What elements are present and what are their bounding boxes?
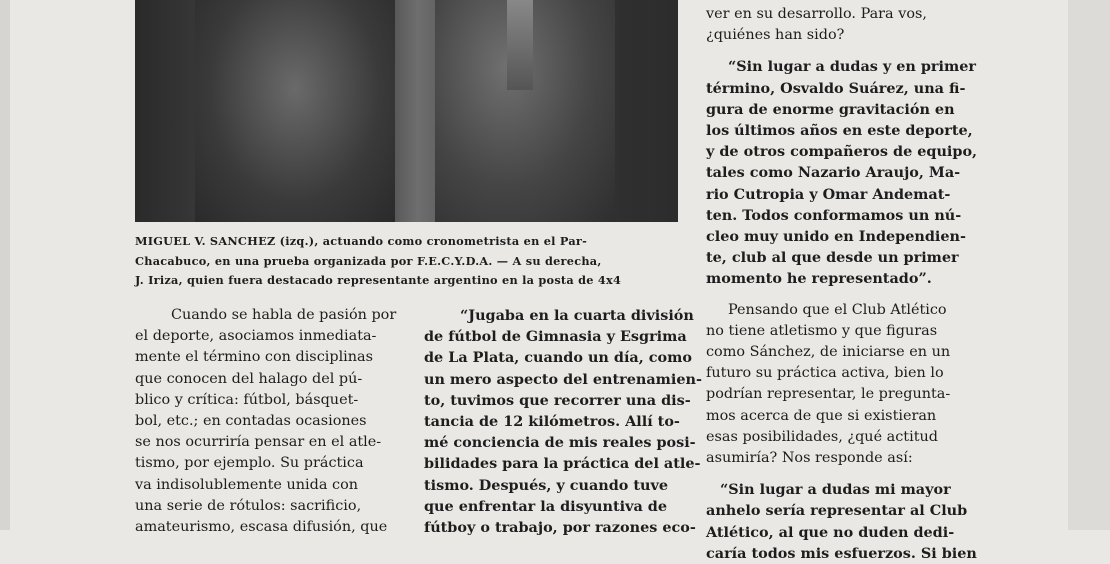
column-line: blico y crítica: fútbol, básquet- [135,391,359,408]
column-line: de fútbol de Gimnasia y Esgrima [424,328,687,346]
column-line: Atlético, al que no duden dedi- [706,523,955,541]
column-line: mé conciencia de mis reales posi- [424,434,696,452]
column-line: mente el término con disciplinas [135,349,374,366]
column-line: los últimos años en este deporte, [706,122,973,140]
photo-tie [507,0,533,90]
column-line: como Sánchez, de iniciarse en un [706,344,951,361]
column-line: que conocen del halago del pú- [135,370,363,387]
column-line: futuro su práctica activa, bien lo [706,365,944,382]
column-line: rio Cutropia y Omar Andemat- [706,185,951,203]
caption-line: Chacabuco, en una prueba organizada por F.E.C.Y.D.A. — A su derecha, [135,253,602,268]
column-line: “Sin lugar a dudas mi mayor [720,481,951,499]
column-line: tismo, por ejemplo. Su práctica [135,455,364,472]
text-column-1 [135,305,397,538]
photo-figure-left [195,0,395,222]
column-line: to, tuvimos que recorrer una dis- [424,391,691,409]
column-line: un mero aspecto del entrenamien- [424,370,702,388]
column-line: tancia de 12 kilómetros. Allí to- [424,413,680,431]
paper-edge [0,0,10,530]
column-line: momento he representado”. [706,270,932,288]
column-line: “Sin lugar a dudas y en primer [728,58,976,76]
column-line: cleo muy unido en Independien- [706,228,966,246]
page-margin [1068,0,1110,530]
column-line: término, Osvaldo Suárez, una fi- [706,79,966,97]
column-line: Cuando se habla de pasión por [171,307,397,323]
caption-line: MIGUEL V. SANCHEZ (izq.), actuando como cronometrista en el Par- [135,234,588,248]
column-line: una serie de rótulos: sacrificio, [135,497,362,514]
photograph [135,0,678,222]
photo-caption [135,232,680,291]
paragraph-gap [706,46,968,56]
column-line: va indisolublemente unida con [135,476,359,493]
text-column-2 [424,305,702,538]
column-line: tismo. Después, y cuando tuve [424,476,669,494]
column-line: amateurismo, escasa difusión, que [135,519,388,536]
column-line: asumiría? Nos responde así: [706,450,913,467]
column-line: ten. Todos conformamos un nú- [706,206,962,224]
paragraph-gap [706,469,968,479]
column-line: mos acerca de que si existieran [706,407,937,424]
paragraph-gap [706,290,968,300]
column-line: podrían representar, le pregunta- [706,386,951,403]
column-line: de La Plata, cuando un día, como [424,349,692,367]
caption-line: J. Iriza, quien fuera destacado representante argentino en la posta de 4x4 [135,273,622,287]
column-line: ¿quiénes han sido? [706,27,845,44]
column-line: fútboy o trabajo, por razones eco- [424,519,696,537]
text-column-3 [706,4,978,564]
column-line: esas posibilidades, ¿qué actitud [706,428,938,445]
column-line: gura de enorme gravitación en [706,100,955,118]
column-line: se nos ocurriría pensar en el atle- [135,434,382,451]
column-line: “Jugaba en la cuarta división [460,307,694,324]
column-line: tales como Nazario Araujo, Ma- [706,164,961,182]
column-line: te, club al que desde un primer [706,249,959,267]
column-line: bilidades para la práctica del atle- [424,455,701,473]
column-line: ver en su desarrollo. Para vos, [706,6,927,22]
column-line: que enfrentar la disyuntiva de [424,497,668,515]
column-line: el deporte, asociamos inmediata- [135,328,377,345]
column-line: bol, etc.; en contadas ocasiones [135,413,367,430]
column-line: anhelo sería representar al Club [706,502,968,520]
column-line: y de otros compañeros de equipo, [706,143,978,161]
column-line: Pensando que el Club Atlético [728,301,947,318]
column-line: caría todos mis esfuerzos. Si bien [706,544,977,562]
column-line: no tiene atletismo y que figuras [706,322,938,339]
